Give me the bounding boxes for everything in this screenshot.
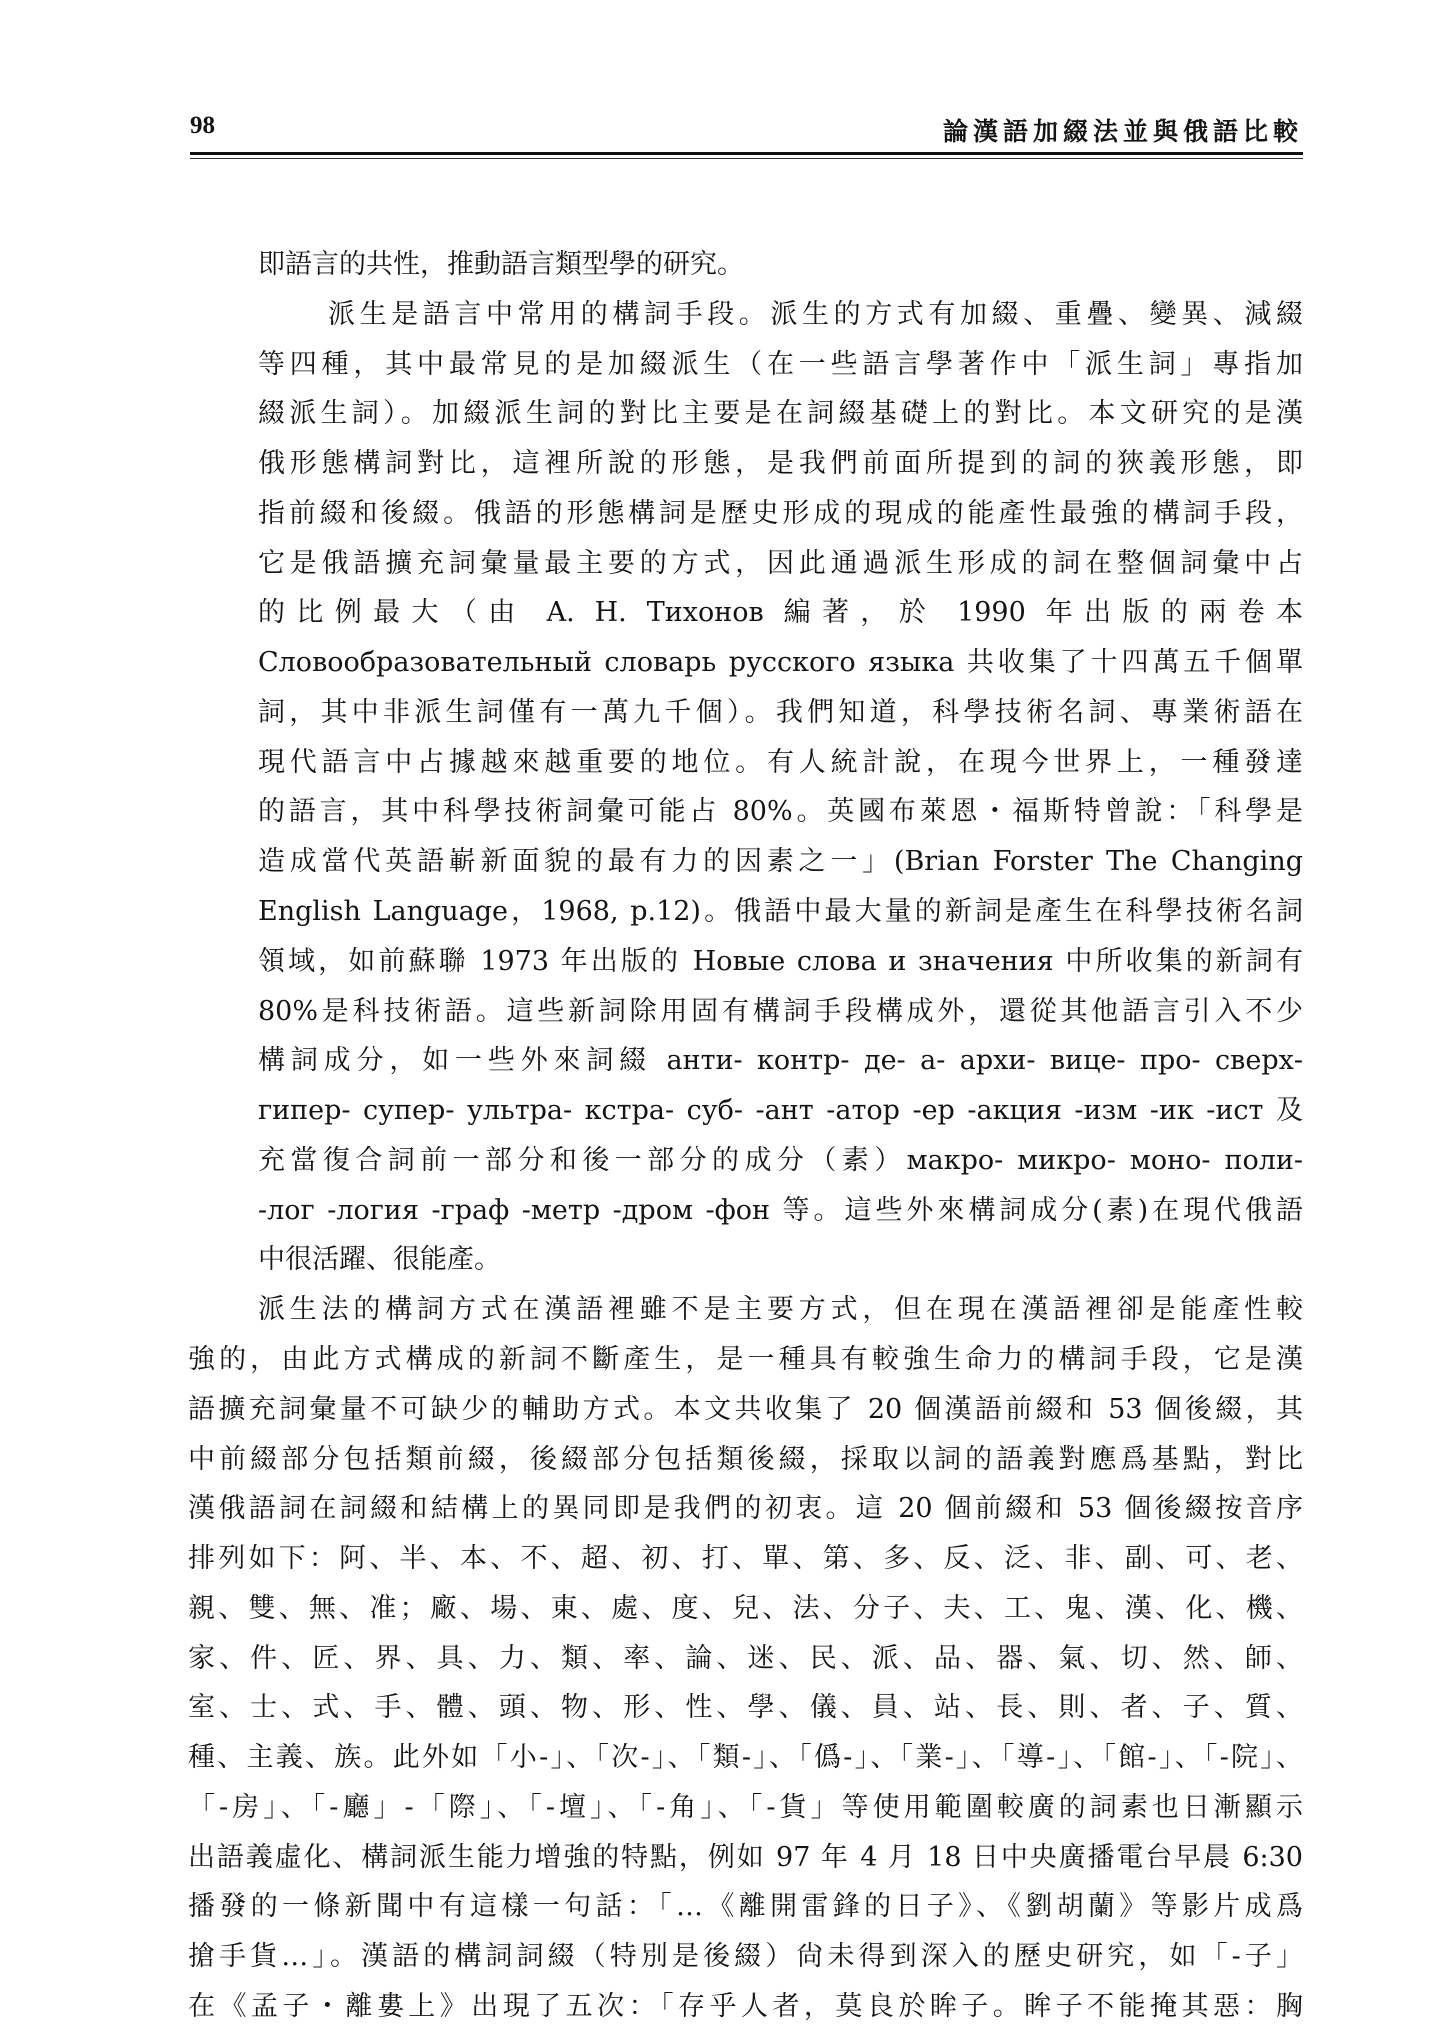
text-line: 充當復合詞前一部分和後一部分的成分（素）макро- микро- моно- поли- xyxy=(258,1145,1303,1176)
header-rule xyxy=(190,152,1303,155)
text-line: Словообразовательный словарь русского языка 共收集了十四萬五千個單 xyxy=(258,647,1303,678)
text-line: -лог -логия -граф -метр -дром -фон 等。這些外來構詞成分(素)在現代俄語 xyxy=(258,1195,1303,1226)
text-line: 構詞成分，如一些外來詞綴 анти- контр- де- а- архи- вице- про- сверх- xyxy=(258,1045,1303,1076)
text-line: 播發的一條新聞中有這樣一句話：「…《離開雷鋒的日子》、《劉胡蘭》等影片成爲 xyxy=(188,1891,1303,1922)
text-line: 領域，如前蘇聯 1973 年出版的 Новые слова и значения 中所收集的新詞有 xyxy=(258,946,1303,977)
text-line: 造成當代英語嶄新面貌的最有力的因素之一」(Brian Forster The Changing xyxy=(258,846,1303,877)
text-line: 的語言，其中科學技術詞彙可能占 80%。英國布萊恩・福斯特曾說：「科學是 xyxy=(258,796,1303,827)
text-line: 派生是語言中常用的構詞手段。派生的方式有加綴、重疊、變異、減綴 xyxy=(328,299,1303,330)
text-line: 排列如下：阿、半、本、不、超、初、打、單、第、多、反、泛、非、副、可、老、 xyxy=(188,1543,1303,1574)
text-line: 現代語言中占據越來越重要的地位。有人統計說，在現今世界上，一種發達 xyxy=(258,747,1303,778)
text-line: 在《孟子・離婁上》出現了五次：「存乎人者，莫良於眸子。眸子不能掩其惡：胸 xyxy=(188,1991,1303,2022)
text-line: 派生法的構詞方式在漢語裡雖不是主要方式，但在現在漢語裡卻是能產性較 xyxy=(258,1294,1303,1325)
text-line: English Language，1968, p.12)。俄語中最大量的新詞是產生在科學技術名詞 xyxy=(258,896,1303,927)
text-line: 的比例最大（由 A. H. Тихонов 編著，於 1990 年出版的兩卷本 xyxy=(258,597,1303,628)
text-line: 中前綴部分包括類前綴，後綴部分包括類後綴，採取以詞的語義對應爲基點，對比 xyxy=(188,1444,1303,1475)
text-line: 俄形態構詞對比，這裡所說的形態，是我們前面所提到的詞的狹義形態，即 xyxy=(258,448,1303,479)
text-line: 即語言的共性，推動語言類型學的研究。 xyxy=(258,249,744,280)
running-title: 論漢語加綴法並與俄語比較 xyxy=(942,117,1303,146)
text-line: 搶手貨…」。漢語的構詞詞綴（特別是後綴）尙未得到深入的歷史研究，如「-子」 xyxy=(188,1941,1303,1972)
text-line: 語擴充詞彙量不可缺少的輔助方式。本文共收集了 20 個漢語前綴和 53 個後綴，其 xyxy=(188,1394,1303,1425)
text-line: 親、雙、無、准；廠、場、東、處、度、兒、法、分子、夫、工、鬼、漢、化、機、 xyxy=(188,1593,1303,1624)
text-line: 綴派生詞）。加綴派生詞的對比主要是在詞綴基礎上的對比。本文研究的是漢 xyxy=(258,398,1303,429)
header-rule-thin xyxy=(190,158,1303,159)
text-line: 種、主義、族。此外如「小-」、「次-」、「類-」、「僞-」、「業-」、「導-」、「館-」、「-院」、 xyxy=(188,1742,1303,1773)
text-line: 它是俄語擴充詞彙量最主要的方式，因此通過派生形成的詞在整個詞彙中占 xyxy=(258,548,1303,579)
text-line: 漢俄語詞在詞綴和結構上的異同即是我們的初衷。這 20 個前綴和 53 個後綴按音序 xyxy=(188,1493,1303,1524)
text-line: 室、士、式、手、體、頭、物、形、性、學、儀、員、站、長、則、者、子、質、 xyxy=(188,1692,1303,1723)
text-line: 家、件、匠、界、具、力、類、率、論、迷、民、派、品、器、氣、切、然、師、 xyxy=(188,1643,1303,1674)
text-line: 「-房」、「-廳」-「際」、「-壇」、「-角」、「-貨」等使用範圍較廣的詞素也日漸顯示 xyxy=(188,1792,1303,1823)
text-line: 等四種，其中最常見的是加綴派生（在一些語言學著作中「派生詞」專指加 xyxy=(258,349,1303,380)
text-line: 強的，由此方式構成的新詞不斷產生，是一種具有較強生命力的構詞手段，它是漢 xyxy=(188,1344,1303,1375)
text-line: 出語義虛化、構詞派生能力增強的特點，例如 97 年 4 月 18 日中央廣播電台早晨 6:30 xyxy=(188,1842,1303,1873)
text-line: 指前綴和後綴。俄語的形態構詞是歷史形成的現成的能產性最強的構詞手段， xyxy=(258,498,1303,529)
text-line: гипер- супер- ультра- кстра- суб- -ант -атор -ер -акция -изм -ик -ист 及 xyxy=(258,1095,1303,1126)
text-line: 80%是科技術語。這些新詞除用固有構詞手段構成外，還從其他語言引入不少 xyxy=(258,996,1303,1027)
text-line: 中很活躍、很能產。 xyxy=(258,1244,501,1275)
page-number: 98 xyxy=(190,112,215,139)
text-line: 詞，其中非派生詞僅有一萬九千個）。我們知道，科學技術名詞、專業術語在 xyxy=(258,697,1303,728)
